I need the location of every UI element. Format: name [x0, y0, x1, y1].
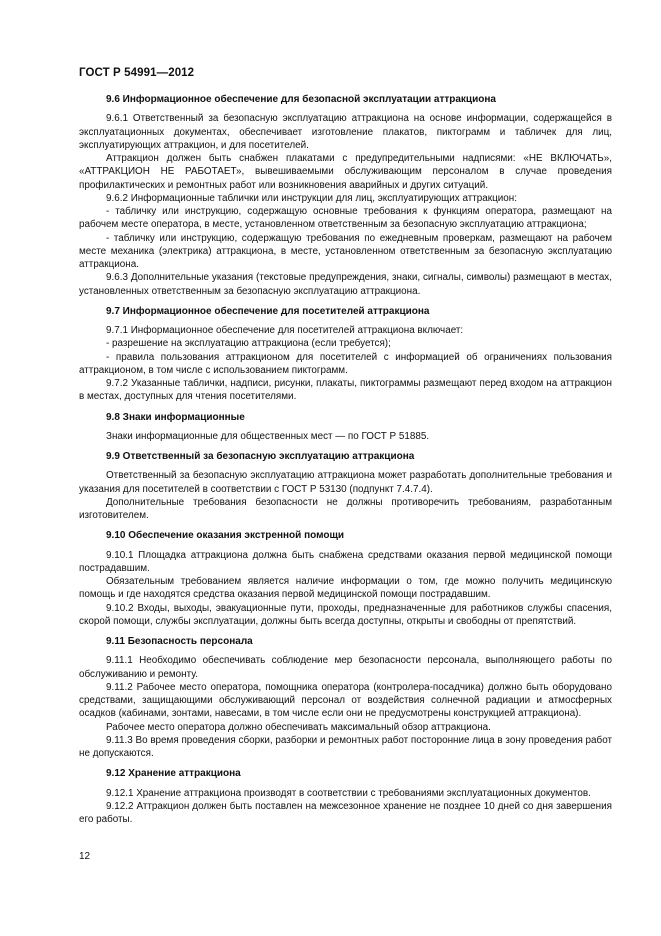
paragraph: 9.12.1 Хранение аттракциона производят в соответствии с требованиями эксплуатационных документов. — [106, 787, 591, 799]
section-9-7 — [79, 305, 612, 404]
document-body — [79, 93, 612, 826]
section-title: 9.12 Хранение аттракциона — [106, 768, 241, 780]
paragraph: Ответственный за безопасную эксплуатацию аттракциона может разработать дополнительные требования и указания для посетителей в соответствии с ГОСТ Р 53130 (подпункт 7.4.7.4). — [79, 470, 612, 495]
section-9-8 — [79, 411, 612, 444]
list-item: - табличку или инструкцию, содержащую требования по ежедневным проверкам, размещают на рабочем месте механика (электрика) аттракциона, в месте, установленном ответственным за безопасную эксплуатацию аттракциона. — [79, 232, 612, 270]
paragraph: Аттракцион должен быть снабжен плакатами с предупредительными надписями: «НЕ ВКЛЮЧАТЬ», «АТТРАКЦИОН НЕ РАБОТАЕТ», вывешиваемыми обслуживающим персоналом в случае проведения профилактических и ремонтных работ или возникновения аварийных и других ситуаций. — [79, 153, 612, 191]
section-9-10 — [79, 529, 612, 628]
document-header: ГОСТ Р 54991—2012 — [79, 67, 195, 79]
list-item: - табличку или инструкцию, содержащую основные требования к функциям оператора, размещают на рабочем месте оператора, в месте, установленном ответственным за безопасную эксплуатацию аттракциона; — [79, 206, 612, 231]
paragraph: 9.7.1 Информационное обеспечение для посетителей аттракциона включает: — [106, 325, 464, 336]
paragraph: 9.10.1 Площадка аттракциона должна быть снабжена средствами оказания первой медицинской помощи пострадавшим. — [79, 549, 612, 574]
paragraph: Знаки информационные для общественных мест — по ГОСТ Р 51885. — [106, 430, 430, 442]
section-title: 9.7 Информационное обеспечение для посетителей аттракциона — [106, 305, 430, 317]
list-item: - разрешение на эксплуатацию аттракциона (если требуется); — [106, 338, 391, 350]
section-title: 9.10 Обеспечение оказания экстренной помощи — [106, 530, 345, 542]
paragraph: 9.11.1 Необходимо обеспечивать соблюдение мер безопасности персонала, выполняющего работы по обслуживанию и ремонту. — [79, 655, 612, 680]
paragraph: Обязательным требованием является наличие информации о том, где можно получить медицинскую помощь и где находятся средства оказания первой медицинской помощи пострадавшим. — [79, 576, 612, 601]
paragraph: 9.6.1 Ответственный за безопасную эксплуатацию аттракциона на основе информации, содержащейся в эксплуатационных документах, обеспечивает изготовление плакатов, пиктограмм и табличек для лиц, эксплуатирующих аттракцион, и для посетителей. — [79, 113, 612, 151]
section-title: 9.8 Знаки информационные — [106, 411, 245, 423]
list-item: - правила пользования аттракционом для посетителей с информацией об ограничениях пользования аттракционом, в том числе с использованием пиктограмм. — [79, 351, 612, 376]
paragraph: 9.7.2 Указанные таблички, надписи, рисунки, плакаты, пиктограммы размещают перед входом на аттракцион в местах, доступных для чтения посетителями. — [79, 378, 612, 403]
paragraph: 9.12.2 Аттракцион должен быть поставлен на межсезонное хранение не позднее 10 дней со дня завершения его работы. — [79, 800, 612, 825]
section-9-12 — [79, 767, 612, 826]
paragraph: 9.11.2 Рабочее место оператора, помощника оператора (контролера-посадчика) должно быть оборудовано средствами, защищающими обслуживающий персонал от воздействия солнечной радиации и атмосферных осадков (кабинами, зонтами, навесами, в том числе если они не предусмотрены конструкцией аттракциона). — [79, 681, 612, 720]
paragraph: Дополнительные требования безопасности не должны противоречить требованиям, разработанным изготовителем. — [79, 496, 612, 521]
paragraph: 9.6.3 Дополнительные указания (текстовые предупреждения, знаки, сигналы, символы) размещают в местах, установленных ответственным за безопасную эксплуатацию аттракциона. — [79, 272, 612, 297]
paragraph: 9.11.3 Во время проведения сборки, разборки и ремонтных работ посторонние лица в зону проведения работ не допускаются. — [79, 734, 612, 759]
paragraph: 9.6.2 Информационные таблички или инструкции для лиц, эксплуатирующих аттракцион: — [106, 192, 517, 204]
section-9-9 — [79, 450, 612, 522]
section-title: 9.11 Безопасность персонала — [106, 636, 253, 647]
section-title: 9.6 Информационное обеспечение для безопасной эксплуатации аттракциона — [106, 94, 496, 105]
section-9-11 — [79, 635, 612, 760]
paragraph: 9.10.2 Входы, выходы, эвакуационные пути, проходы, предназначенные для работников службы спасения, скорой помощи, службы эксплуатации, должны быть всегда доступны, открыты и свободны от препятствий. — [79, 602, 612, 627]
section-9-6 — [79, 93, 612, 298]
paragraph: Рабочее место оператора должно обеспечивать максимальный обзор аттракциона. — [106, 721, 491, 733]
section-title: 9.9 Ответственный за безопасную эксплуатацию аттракциона — [106, 451, 415, 462]
page-number: 12 — [79, 851, 91, 862]
